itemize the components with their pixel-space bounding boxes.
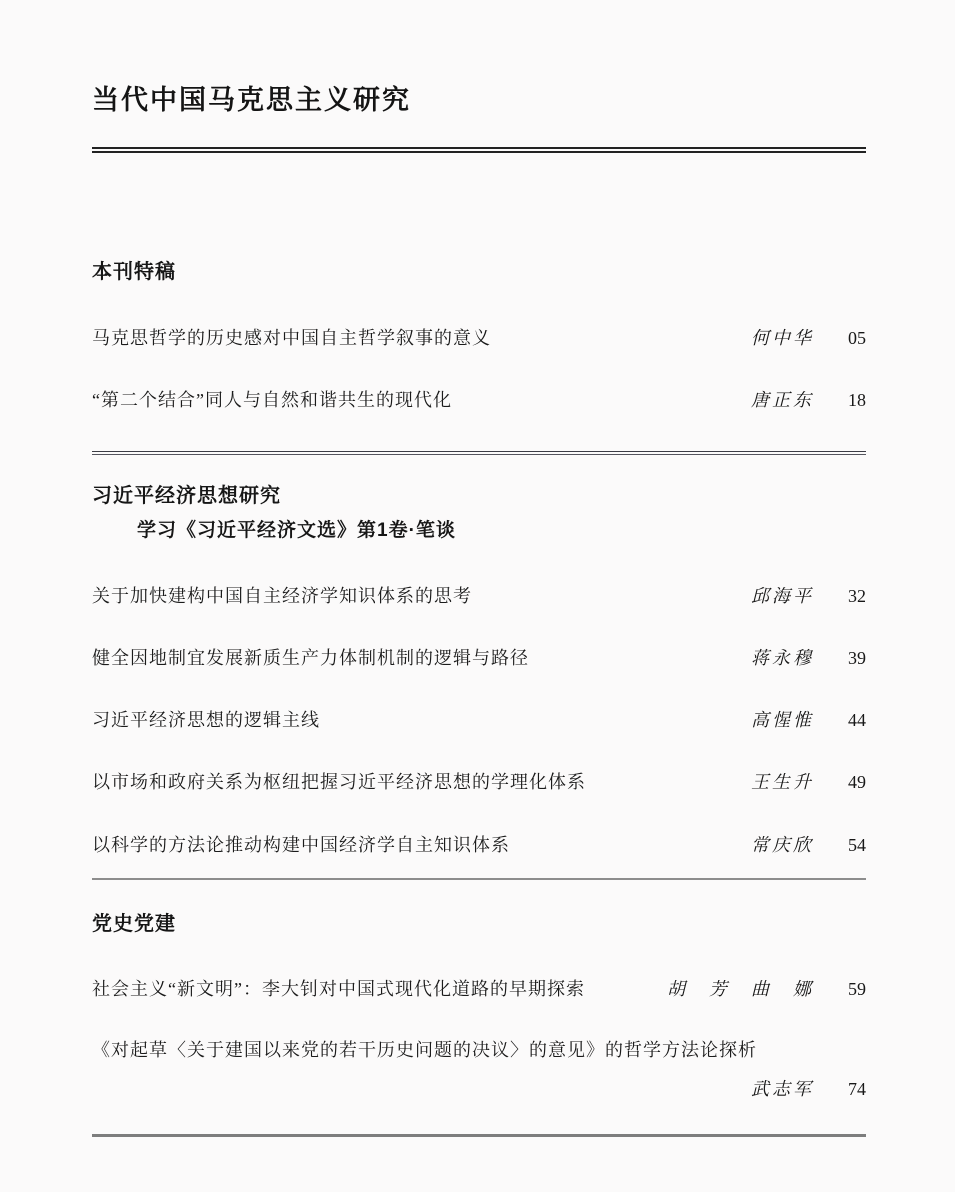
article-page-number: 44 [848,710,866,731]
article-authors: 蒋永穆 [751,648,814,669]
article-authors: 王生升 [751,772,814,793]
toc-entry [92,770,866,795]
section-heading: 本刊特稿 [92,261,176,283]
article-page-number: 54 [848,834,866,855]
article-page-number: 32 [848,585,866,606]
section-party-history [92,907,866,1102]
article-authors: 唐正东 [751,390,814,411]
section-divider-rule [92,878,866,881]
article-authors: 何中华 [751,328,814,348]
article-title: 以科学的方法论推动构建中国经济学自主知识体系 [92,834,510,855]
journal-title: 当代中国马克思主义研究 [92,85,411,115]
article-title: 社会主义“新文明”：李大钊对中国式现代化道路的早期探索 [92,979,585,1000]
article-authors: 胡 芳 曲 娜 [667,979,814,1000]
section-special-feature [92,255,866,413]
article-authors: 武志军 [751,1078,814,1099]
article-byline [92,1077,866,1102]
section-xi-economic-thought [92,479,866,858]
toc-entry [92,584,866,609]
section-heading: 党史党建 [92,913,176,936]
section-subheading: 学习《习近平经济文选》第1卷·笔谈 [137,519,456,541]
toc-entry [92,646,866,671]
article-page-number: 05 [848,328,866,348]
section-heading: 习近平经济思想研究 [92,484,281,507]
article-page-number: 74 [848,1078,866,1099]
toc-entry [92,388,866,413]
article-page-number: 59 [848,979,866,1000]
article-page-number: 18 [848,390,866,411]
article-page-number: 49 [848,772,866,793]
section-divider-rule [92,451,866,455]
bottom-rule [92,1134,866,1137]
toc-entry [92,833,866,858]
article-title: 以市场和政府关系为枢纽把握习近平经济思想的学理化体系 [92,772,586,793]
toc-entry [92,1038,866,1102]
article-authors: 邱海平 [751,585,814,606]
article-title: 马克思哲学的历史感对中国自主哲学叙事的意义 [92,328,491,348]
article-title: 健全因地制宜发展新质生产力体制机制的逻辑与路径 [92,648,529,669]
toc-entry [92,977,866,1002]
article-title: 《对起草〈关于建国以来党的若干历史问题的决议〉的意见》的哲学方法论探析 [92,1039,757,1060]
article-title: 习近平经济思想的逻辑主线 [92,710,320,731]
article-authors: 常庆欣 [751,834,814,855]
toc-entry [92,708,866,733]
article-title: “第二个结合”同人与自然和谐共生的现代化 [92,390,452,411]
article-page-number: 39 [848,648,866,669]
article-authors: 高惺惟 [751,710,814,731]
toc-entry [92,326,866,351]
header-double-rule [92,147,866,153]
article-title: 关于加快建构中国自主经济学知识体系的思考 [92,585,472,606]
